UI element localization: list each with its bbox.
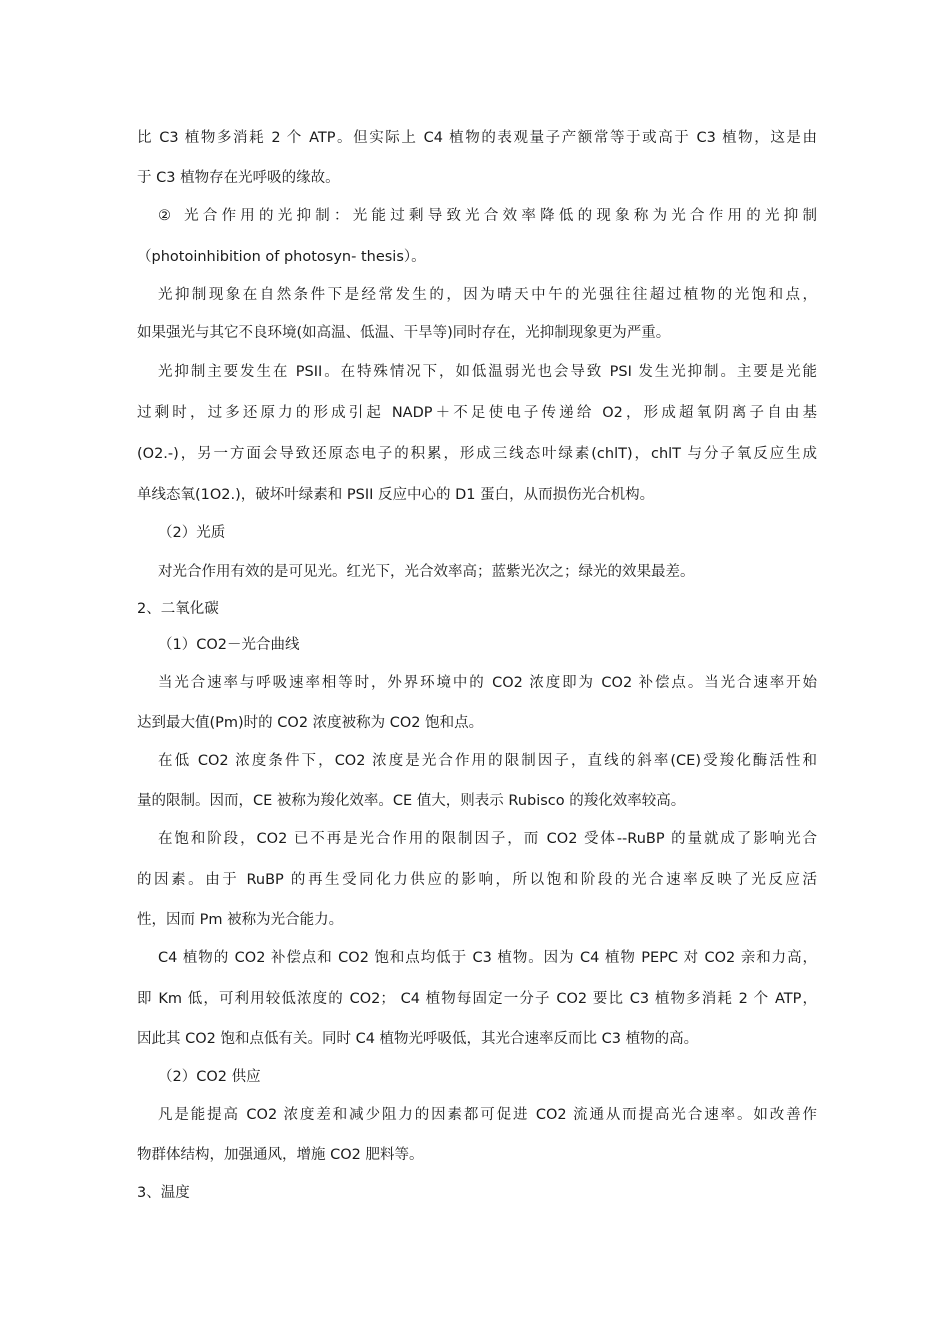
paragraph-line: 当光合速率与呼吸速率相等时，外界环境中的 CO2 浓度即为 CO2 补偿点。当光合速率开始 bbox=[158, 675, 817, 691]
paragraph-line: 性，因而 Pm 被称为光合能力。 bbox=[137, 912, 344, 928]
paragraph-line: （photoinhibition of photosyn- thesis）。 bbox=[137, 249, 426, 265]
paragraph-line: 的因素。由于 RuBP 的再生受同化力供应的影响，所以饱和阶段的光合速率反映了光反应活 bbox=[137, 872, 817, 888]
paragraph-line: 即 Km 低，可利用较低浓度的 CO2； C4 植物每固定一分子 CO2 要比 C3 植物多消耗 2 个 ATP， bbox=[137, 991, 817, 1007]
paragraph-line: 凡是能提高 CO2 浓度差和减少阻力的因素都可促进 CO2 流通从而提高光合速率。如改善作 bbox=[158, 1107, 817, 1123]
paragraph-line: (O2.-)，另一方面会导致还原态电子的积累，形成三线态叶绿素(chlT)，chlT 与分子氧反应生成 bbox=[137, 446, 817, 462]
paragraph-line: ② 光合作用的光抑制：光能过剩导致光合效率降低的现象称为光合作用的光抑制 bbox=[158, 208, 817, 224]
paragraph-line: 如果强光与其它不良环境(如高温、低温、干旱等)同时存在，光抑制现象更为严重。 bbox=[137, 325, 671, 341]
paragraph-line: 在饱和阶段，CO2 已不再是光合作用的限制因子，而 CO2 受体--RuBP 的量就成了影响光合 bbox=[158, 831, 817, 847]
subheading: （1）CO2－光合曲线 bbox=[158, 637, 300, 653]
paragraph-line: 物群体结构，加强通风，增施 CO2 肥料等。 bbox=[137, 1147, 424, 1163]
subheading: （2）CO2 供应 bbox=[158, 1069, 261, 1085]
section-heading: 3、温度 bbox=[137, 1185, 190, 1201]
paragraph-line: 达到最大值(Pm)时的 CO2 浓度被称为 CO2 饱和点。 bbox=[137, 715, 484, 731]
paragraph-line: 因此其 CO2 饱和点低有关。同时 C4 植物光呼吸低，其光合速率反而比 C3 植物的高。 bbox=[137, 1031, 699, 1047]
paragraph-line: 量的限制。因而，CE 被称为羧化效率。CE 值大，则表示 Rubisco 的羧化效率较高。 bbox=[137, 793, 686, 809]
paragraph-line: 对光合作用有效的是可见光。红光下，光合效率高；蓝紫光次之；绿光的效果最差。 bbox=[158, 564, 695, 580]
paragraph-line: 单线态氧(1O2.)，破坏叶绿素和 PSII 反应中心的 D1 蛋白，从而损伤光合机构。 bbox=[137, 487, 655, 503]
section-heading: 2、二氧化碳 bbox=[137, 601, 219, 617]
paragraph-line: C4 植物的 CO2 补偿点和 CO2 饱和点均低于 C3 植物。因为 C4 植物 PEPC 对 CO2 亲和力高， bbox=[158, 950, 817, 966]
paragraph-line: 于 C3 植物存在光呼吸的缘故。 bbox=[137, 170, 340, 186]
paragraph-line: 光抑制现象在自然条件下是经常发生的，因为晴天中午的光强往往超过植物的光饱和点， bbox=[158, 287, 817, 303]
paragraph-line: 光抑制主要发生在 PSII。在特殊情况下，如低温弱光也会导致 PSI 发生光抑制。主要是光能 bbox=[158, 364, 817, 380]
paragraph-line: 比 C3 植物多消耗 2 个 ATP。但实际上 C4 植物的表观量子产额常等于或高于 C3 植物，这是由 bbox=[137, 130, 817, 146]
paragraph-line: 在低 CO2 浓度条件下，CO2 浓度是光合作用的限制因子，直线的斜率(CE)受羧化酶活性和 bbox=[158, 753, 817, 769]
paragraph-line: 过剩时，过多还原力的形成引起 NADP＋不足使电子传递给 O2，形成超氧阴离子自由基 bbox=[137, 405, 817, 421]
subheading: （2）光质 bbox=[158, 525, 226, 541]
